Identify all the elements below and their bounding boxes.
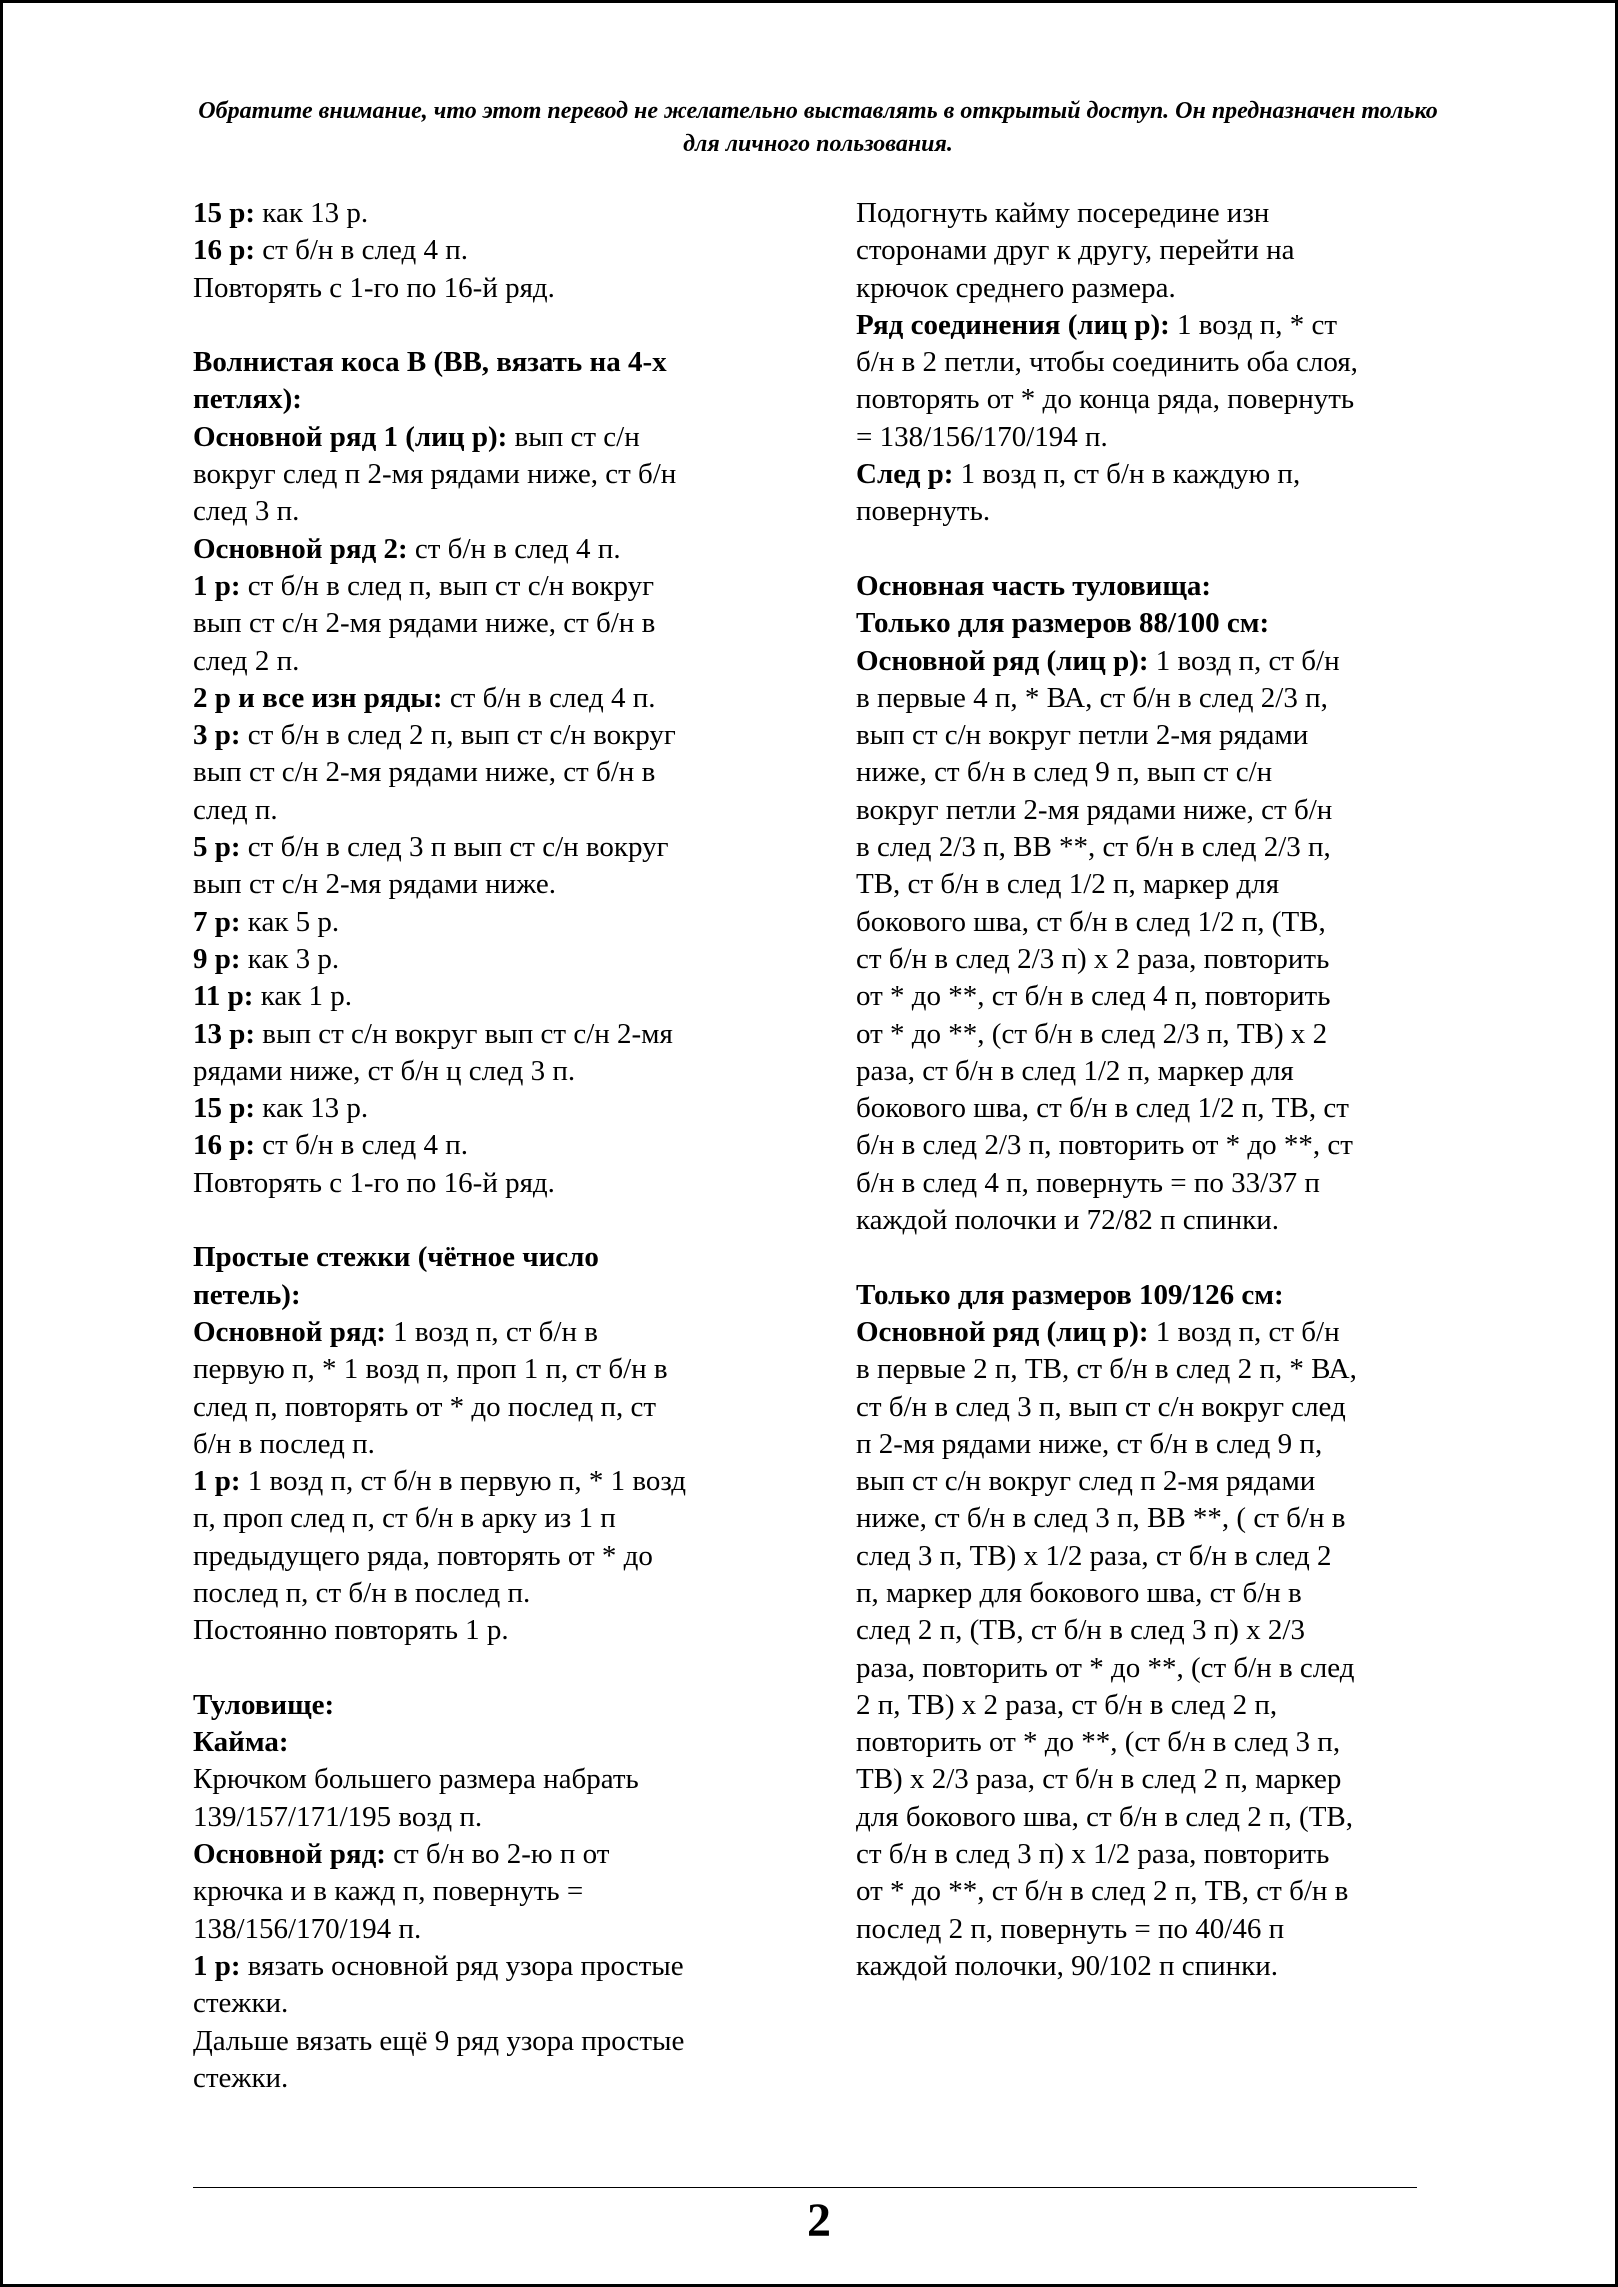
text-line: [856, 1165, 1446, 1202]
line-text: как 13 р.: [255, 197, 369, 229]
text-line: [193, 232, 783, 269]
text-line: [856, 1426, 1446, 1463]
line-text: ст б/н в след п, вып ст с/н вокруг: [240, 569, 655, 602]
bold-label: 1 р:: [193, 1465, 241, 1498]
line-text: = 138/156/170/194 п.: [856, 420, 1108, 453]
line-text: б/н в послед п.: [193, 1427, 375, 1460]
bold-label: 16 р:: [193, 1129, 256, 1162]
line-text: Повторять с 1-го по 16-й ряд.: [193, 1166, 555, 1199]
line-text: как 13 р.: [255, 1092, 369, 1125]
text-line: [193, 1165, 783, 1202]
bold-label: Основной ряд (лиц р):: [856, 644, 1149, 677]
line-text: сторонами друг к другу, перейти на: [856, 234, 1295, 267]
line-text: ст б/н в след 4 п.: [407, 532, 621, 565]
bold-label: петель):: [193, 1278, 301, 1311]
page-number: 2: [807, 2194, 831, 2247]
text-line: [193, 1500, 783, 1537]
text-line: [193, 419, 783, 456]
text-line: [856, 195, 1446, 232]
text-line: [856, 792, 1446, 829]
bold-label: 9 р:: [193, 942, 241, 975]
text-line: [193, 1538, 783, 1575]
line-text: п, проп след п, ст б/н в арку из 1 п: [193, 1502, 616, 1535]
text-line: [856, 1202, 1446, 1239]
text-line: [856, 904, 1446, 941]
line-text: каждой полочки, 90/102 п спинки.: [856, 1949, 1279, 1982]
text-line: [193, 1687, 783, 1724]
text-line: [193, 866, 783, 903]
line-text: ст б/н в след 3 п, вып ст с/н вокруг след: [856, 1390, 1346, 1423]
line-text: 138/156/170/194 п.: [193, 1912, 422, 1945]
text-line: [856, 1873, 1446, 1910]
text-line: [856, 1127, 1446, 1164]
line-text: ст б/н в след 2/3 п) х 2 раза, повторить: [856, 942, 1330, 975]
text-line: [856, 1500, 1446, 1537]
line-text: послед п, ст б/н в послед п.: [193, 1576, 531, 1609]
line-text: ст б/н в след 2 п, вып ст с/н вокруг: [240, 719, 676, 752]
text-line: [193, 195, 783, 232]
line-text: раза, повторить от * до **, (ст б/н в след: [856, 1651, 1355, 1684]
text-line: [856, 941, 1446, 978]
line-text: ст б/н в след 3 п) х 1/2 раза, повторить: [856, 1838, 1330, 1871]
text-line: [193, 643, 783, 680]
text-line: [193, 1873, 783, 1910]
text-line: [856, 717, 1446, 754]
line-text: Подогнуть кайму посередине изн: [856, 197, 1270, 229]
bold-label: 15 р:: [193, 1092, 256, 1125]
line-text: раза, ст б/н в след 1/2 п, маркер для: [856, 1054, 1294, 1087]
paragraph-gap: [193, 307, 783, 344]
text-line: [856, 381, 1446, 418]
text-line: [856, 456, 1446, 493]
text-line: [856, 568, 1446, 605]
line-text: 1 возд п, ст б/н: [1148, 644, 1340, 677]
bold-label: Основной ряд (лиц р):: [856, 1315, 1149, 1348]
text-line: [193, 717, 783, 754]
line-text: вып ст с/н: [507, 420, 640, 453]
text-line: [856, 1948, 1446, 1985]
text-line: [193, 904, 783, 941]
text-line: [193, 1948, 783, 1985]
text-line: [193, 1799, 783, 1836]
text-line: [856, 680, 1446, 717]
line-text: рядами ниже, ст б/н ц след 3 п.: [193, 1054, 576, 1087]
line-text: ниже, ст б/н в след 3 п, ВВ **, ( ст б/н в: [856, 1502, 1346, 1535]
privacy-notice: Обратите внимание, что этот перевод не желательно выставлять в открытый доступ. Он предназначен только для личного пользования.: [198, 98, 1438, 157]
text-line: [193, 1389, 783, 1426]
text-line: [193, 493, 783, 530]
line-text: ниже, ст б/н в след 9 п, вып ст с/н: [856, 756, 1273, 789]
line-text: ТВ) х 2/3 раза, ст б/н в след 2 п, маркер: [856, 1763, 1342, 1796]
line-text: б/н в след 4 п, повернуть = по 33/37 п: [856, 1166, 1320, 1199]
bold-label: 7 р:: [193, 905, 241, 938]
bold-label: 13 р:: [193, 1017, 256, 1050]
text-line: [193, 2060, 783, 2097]
bold-label: 1 р:: [193, 1949, 241, 1982]
text-line: [856, 419, 1446, 456]
line-text: в след 2/3 п, ВВ **, ст б/н в след 2/3 п,: [856, 831, 1331, 864]
line-text: вокруг след п 2-мя рядами ниже, ст б/н: [193, 458, 677, 491]
text-line: [193, 2023, 783, 2060]
text-line: [193, 381, 783, 418]
line-text: вып ст с/н вокруг петли 2-мя рядами: [856, 719, 1309, 752]
bold-label: Основной ряд 1 (лиц р):: [193, 420, 508, 453]
text-line: [193, 1277, 783, 1314]
text-line: [193, 1090, 783, 1127]
line-text: ст б/н в след 4 п.: [442, 681, 656, 714]
text-line: [193, 605, 783, 642]
bold-label: Только для размеров 109/126 см:: [856, 1278, 1284, 1311]
line-text: 2 п, ТВ) х 2 раза, ст б/н в след 2 п,: [856, 1688, 1278, 1721]
text-line: [193, 1426, 783, 1463]
text-line: [193, 1351, 783, 1388]
text-line: [856, 1090, 1446, 1127]
text-line: [856, 1799, 1446, 1836]
bold-label: 1 р:: [193, 569, 241, 602]
text-line: [856, 1314, 1446, 1351]
line-text: предыдущего ряда, повторять от * до: [193, 1539, 653, 1572]
text-line: [856, 829, 1446, 866]
line-text: Дальше вязать ещё 9 ряд узора простые: [193, 2024, 685, 2057]
bold-label: 3 р:: [193, 719, 241, 752]
text-line: [856, 643, 1446, 680]
text-line: [856, 1351, 1446, 1388]
text-line: [856, 605, 1446, 642]
bold-label: Только для размеров 88/100 см:: [856, 607, 1270, 640]
text-line: [193, 531, 783, 568]
text-line: [856, 1277, 1446, 1314]
line-text: каждой полочки и 72/82 п спинки.: [856, 1204, 1280, 1237]
line-text: крючок среднего размера.: [856, 271, 1176, 304]
text-line: [856, 270, 1446, 307]
line-text: от * до **, ст б/н в след 4 п, повторить: [856, 980, 1331, 1013]
line-text: б/н в 2 петли, чтобы соединить оба слоя,: [856, 346, 1358, 379]
line-text: в первые 4 п, * ВА, ст б/н в след 2/3 п,: [856, 681, 1328, 714]
text-line: [856, 1463, 1446, 1500]
line-text: вязать основной ряд узора простые: [240, 1949, 684, 1982]
text-line: [193, 1016, 783, 1053]
line-text: стежки.: [193, 1987, 289, 2020]
line-text: вып ст с/н вокруг вып ст с/н 2-мя: [255, 1017, 673, 1050]
line-text: вып ст с/н 2-мя рядами ниже.: [193, 868, 556, 901]
line-text: ст б/н во 2-ю п от: [385, 1838, 610, 1871]
text-line: [193, 1053, 783, 1090]
text-line: [856, 1575, 1446, 1612]
bold-label: 2 р и все изн ряды:: [193, 681, 443, 714]
line-text: след 2 п, (ТВ, ст б/н в след 3 п) х 2/3: [856, 1614, 1305, 1647]
right-column: [856, 195, 1446, 1985]
text-line: [193, 941, 783, 978]
text-line: [193, 1314, 783, 1351]
line-text: 1 возд п, * ст: [1169, 308, 1338, 341]
line-text: в первые 2 п, ТВ, ст б/н в след 2 п, * ВА,: [856, 1353, 1357, 1386]
text-line: [193, 1724, 783, 1761]
line-text: след п.: [193, 793, 278, 826]
text-line: [193, 1463, 783, 1500]
text-line: [193, 456, 783, 493]
line-text: ст б/н в след 3 п вып ст с/н вокруг: [240, 831, 669, 864]
line-text: послед 2 п, повернуть = по 40/46 п: [856, 1912, 1285, 1945]
line-text: п 2-мя рядами ниже, ст б/н в след 9 п,: [856, 1427, 1323, 1460]
paragraph-gap: [193, 1202, 783, 1239]
line-text: след 3 п.: [193, 495, 300, 528]
line-text: б/н в след 2/3 п, повторить от * до **, ст: [856, 1129, 1353, 1162]
line-text: 139/157/171/195 возд п.: [193, 1800, 483, 1833]
line-text: от * до **, ст б/н в след 2 п, ТВ, ст б/н в: [856, 1875, 1349, 1908]
line-text: 1 возд п, ст б/н: [1148, 1315, 1340, 1348]
text-line: [193, 792, 783, 829]
bold-label: 15 р:: [193, 197, 256, 229]
text-line: [856, 866, 1446, 903]
paragraph-gap: [856, 1239, 1446, 1276]
bold-label: Основной ряд:: [193, 1838, 386, 1871]
paragraph-gap: [856, 531, 1446, 568]
text-line: [856, 978, 1446, 1015]
line-text: ТВ, ст б/н в след 1/2 п, маркер для: [856, 868, 1280, 901]
text-line: [193, 344, 783, 381]
line-text: вып ст с/н 2-мя рядами ниже, ст б/н в: [193, 756, 656, 789]
line-text: как 3 р.: [240, 942, 340, 975]
line-text: след 2 п.: [193, 644, 300, 677]
line-text: как 5 р.: [240, 905, 340, 938]
line-text: ст б/н в след 4 п.: [255, 1129, 468, 1162]
line-text: вып ст с/н вокруг след п 2-мя рядами: [856, 1465, 1316, 1498]
line-text: бокового шва, ст б/н в след 1/2 п, (ТВ,: [856, 905, 1326, 938]
line-text: вокруг петли 2-мя рядами ниже, ст б/н: [856, 793, 1333, 826]
line-text: от * до **, (ст б/н в след 2/3 п, ТВ) х 2: [856, 1017, 1328, 1050]
line-text: стежки.: [193, 2061, 289, 2094]
text-line: [856, 1687, 1446, 1724]
bold-label: Туловище:: [193, 1688, 335, 1721]
bold-label: Волнистая коса В (ВВ, вязать на 4-х: [193, 346, 667, 379]
line-text: для бокового шва, ст б/н в след 2 п, (ТВ,: [856, 1800, 1354, 1833]
text-line: [856, 1761, 1446, 1798]
line-text: бокового шва, ст б/н в след 1/2 п, ТВ, ст: [856, 1092, 1349, 1125]
bold-label: Простые стежки (чётное число: [193, 1241, 599, 1274]
bold-label: Основной ряд:: [193, 1315, 386, 1348]
bold-label: 5 р:: [193, 831, 241, 864]
text-line: [856, 232, 1446, 269]
text-line: [856, 1836, 1446, 1873]
line-text: повернуть.: [856, 495, 991, 528]
bold-label: Ряд соединения (лиц р):: [856, 308, 1170, 341]
bold-label: Кайма:: [193, 1726, 289, 1759]
text-line: [193, 680, 783, 717]
text-line: [193, 1761, 783, 1798]
left-column: [193, 195, 783, 2097]
line-text: 1 возд п, ст б/н в каждую п,: [953, 458, 1301, 491]
line-text: ст б/н в след 4 п.: [255, 234, 468, 267]
text-line: [856, 754, 1446, 791]
bold-label: петлях):: [193, 383, 302, 416]
text-line: [856, 493, 1446, 530]
line-text: п, маркер для бокового шва, ст б/н в: [856, 1576, 1302, 1609]
text-line: [856, 1612, 1446, 1649]
text-line: [193, 1575, 783, 1612]
bold-label: Основной ряд 2:: [193, 532, 408, 565]
text-line: [193, 1985, 783, 2022]
footer-divider: [193, 2187, 1417, 2188]
text-line: [193, 1612, 783, 1649]
bold-label: 16 р:: [193, 234, 256, 267]
bold-label: Основная часть туловища:: [856, 569, 1211, 602]
text-line: [193, 1836, 783, 1873]
text-line: [856, 1911, 1446, 1948]
text-line: [193, 1127, 783, 1164]
text-line: [193, 829, 783, 866]
text-line: [193, 978, 783, 1015]
text-line: [193, 270, 783, 307]
line-text: вып ст с/н 2-мя рядами ниже, ст б/н в: [193, 607, 656, 640]
text-line: [856, 1053, 1446, 1090]
text-line: [193, 754, 783, 791]
line-text: повторять от * до конца ряда, повернуть: [856, 383, 1355, 416]
line-text: Постоянно повторять 1 р.: [193, 1614, 509, 1647]
line-text: крючка и в кажд п, повернуть =: [193, 1875, 584, 1908]
line-text: первую п, * 1 возд п, проп 1 п, ст б/н в: [193, 1353, 668, 1386]
line-text: 1 возд п, ст б/н в первую п, * 1 возд: [240, 1465, 687, 1498]
line-text: повторить от * до **, (ст б/н в след 3 п,: [856, 1726, 1341, 1759]
line-text: как 1 р.: [253, 980, 353, 1013]
line-text: Повторять с 1-го по 16-й ряд.: [193, 271, 555, 304]
text-line: [856, 1389, 1446, 1426]
bold-label: 11 р:: [193, 980, 254, 1013]
line-text: след 3 п, ТВ) х 1/2 раза, ст б/н в след 2: [856, 1539, 1332, 1572]
text-line: [856, 1538, 1446, 1575]
line-text: след п, повторять от * до послед п, ст: [193, 1390, 657, 1423]
text-line: [856, 1724, 1446, 1761]
text-line: [856, 307, 1446, 344]
bold-label: След р:: [856, 458, 954, 491]
text-line: [856, 1016, 1446, 1053]
text-line: [193, 1911, 783, 1948]
paragraph-gap: [193, 1650, 783, 1687]
text-line: [193, 568, 783, 605]
text-line: [856, 344, 1446, 381]
line-text: Крючком большего размера набрать: [193, 1763, 639, 1796]
text-line: [193, 1239, 783, 1276]
line-text: 1 возд п, ст б/н в: [385, 1315, 598, 1348]
text-line: [856, 1650, 1446, 1687]
